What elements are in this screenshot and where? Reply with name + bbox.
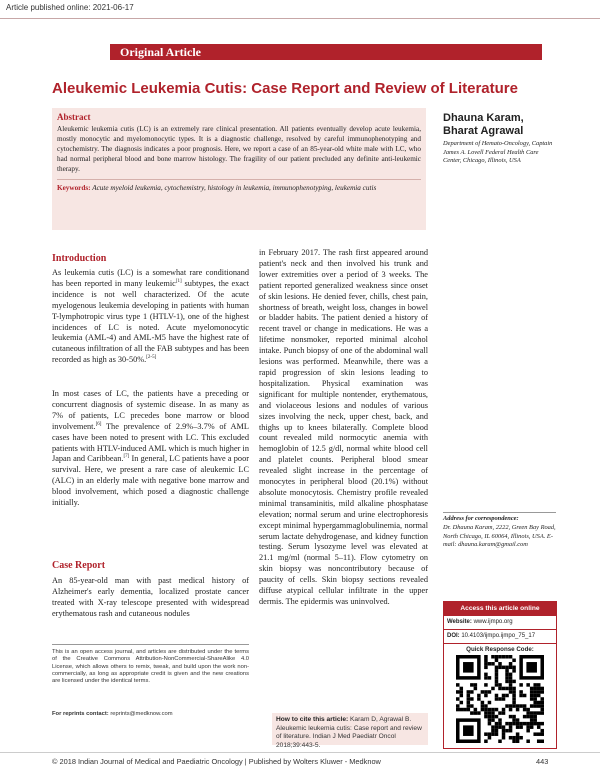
correspondence — [443, 515, 556, 550]
keywords-label: Keywords: — [57, 184, 91, 193]
doi-label: DOI: — [447, 633, 460, 639]
license-divider — [52, 644, 249, 645]
intro-heading: Introduction — [52, 253, 107, 264]
keywords-divider — [57, 179, 421, 180]
citation-ref[interactable]: [7] — [123, 454, 130, 460]
abstract-box — [52, 108, 426, 230]
license-text: This is an open access journal, and articles are distributed under the terms of the Creative Commons Attribution-NonCommercial-ShareAlike 4.0 License, which allows others to remix, tweak, and build upon the work non-commercially, as long as appropriate credit is given and the new creations are licensed under the identical terms. — [52, 649, 249, 685]
correspondence-text: Dr. Dhauna Karam, 2222, Green Bay Road, North Chicago, IL 60064, Illinois, USA. E-mail: dhauna.karam@gmail.com — [443, 523, 556, 549]
top-divider — [0, 18, 600, 19]
text-run: In most cases of LC, the patients have a preceding or concurrent diagnosis of systemic disease. In as many as 7% of patients, LC precedes bone marrow or blood involvement. — [52, 389, 249, 431]
reprints-contact — [52, 711, 173, 717]
abstract-text: Aleukemic leukemia cutis (LC) is an extremely rare clinical presentation. All patients eventually develop acute leukemia, mostly monocytic and myelomonocytic types. It is a diagnostic challenge, resolved by careful immunophenotyping and cytochemistry. The diagnosis indicates a poor prognosis. Here, we report a case of an 85-year-old white male with LC, who had normal peripheral blood and bone marrow histology. The fragility of our patient precluded any definite anti-leukemic therapy. — [57, 125, 421, 174]
doi-link[interactable]: 10.4103/ijmpo.ijmpo_75_17 — [461, 633, 536, 639]
footer-divider — [0, 752, 600, 753]
text-run: subtypes, the exact incidence is not well characterized. Of the acute myelogenous leukemia developing in patients with human T-lymphotropic virus type 1 (HTLV-1), one of the highest incidences of LC is noted. Acute myelomonocytic leukemia (AML-4) and AML-M5 have the highest rate of cutaneous infiltration of all the FAB subtypes and has been recorded as high as 30-50%. — [52, 278, 249, 365]
correspondence-label: Address for correspondence: — [443, 515, 519, 522]
text-run: In general, LC patients have a poor survival. Here, we present a rare case of aleukemic LC (ALC) in an elderly male with negative bone marrow and blood involvement, which posed a diagnostic challenge initially. — [52, 454, 249, 508]
citation-ref[interactable]: [1] — [175, 279, 182, 285]
reprints-email[interactable]: reprints@medknow.com — [110, 711, 173, 717]
case-paragraph-1: An 85-year-old man with past medical history of Alzheimer's early dementia, localized prostate cancer treated with X-ray telescope presented with widespread erythematous rash and cutaneous nodules — [52, 576, 249, 618]
intro-paragraph-2 — [52, 389, 249, 509]
doi-row — [444, 630, 556, 644]
text-run: The prevalence of 2.9%–3.7% of AML cases have been noted to present with LC. This excluded patients with HTLV-induced AML which is much higher in Japan and Caribbean. — [52, 421, 249, 464]
article-type-banner: Original Article — [110, 44, 542, 60]
keywords-text: Acute myeloid leukemia, cytochemistry, histology in leukemia, immunophenotyping, leukemia cutis — [92, 184, 377, 193]
keywords — [57, 183, 421, 193]
author-1: Dhauna Karam, — [443, 112, 524, 124]
correspondence-divider — [443, 512, 556, 513]
footer-text: © 2018 Indian Journal of Medical and Paediatric Oncology | Published by Wolters Kluwer - Medknow — [52, 757, 381, 766]
reprints-label: For reprints contact: — [52, 711, 109, 717]
citation-label: How to cite this article: — [276, 716, 349, 723]
published-date: Article published online: 2021-06-17 — [6, 3, 134, 12]
text-run: As leukemia cutis (LC) is a somewhat rare conditionand has been reported in many leukemic — [52, 268, 249, 288]
access-heading: Access this article online — [444, 602, 556, 616]
case-paragraph-continued: in February 2017. The rash first appeared around patient's neck and then involved his trunk and lower extremities over a period of 3 weeks. The patient reported generalized weakness since onset of skin lesions. He denied fever, chills, chest pain, shortness of breath, weight loss, changes in bowel or bladder habits. The patient denied a history of recent travel or change in medications. He was a lifetime nonsmoker, reported minimal alcohol intake. Punch biopsy of one of the abdominal wall lesions was performed. Meanwhile, there was a rapid progression of skin lesions leading to hospitalization. Physical examination was significant for multiple nontender, erythematous, and violaceous lesions and nodules of various sizes involving the neck, upper chest, back, and thighs up to knees bilaterally. Complete blood count revealed mild normocytic anemia with hemoglobin of 12.5 g/dl, normal white blood cell and platelet counts. Peripheral blood smear revealed slight increase in the percentage of monocytes in peripheral blood (20.1%) without absolute monocytosis. Chemistry profile revealed minimal transaminitis, mild alkaline phosphatase elevation; normal serum and urine electrophoresis except minimal hypergammaglobulinemia, normal serum lactate dehydrogenase, and kidney function testing. Serum lysozyme level was elevated at 21.1 mg/ml (normal 5–11). Flow cytometry on skin biopsy was noncontributory because of paucity of cells. Skin biopsy sections revealed diffuse atypical cellular infiltrate in the upper dermis. The epidermis was uninvolved. — [259, 248, 428, 606]
qr-code-icon[interactable] — [456, 655, 544, 743]
access-online-box — [443, 601, 557, 749]
citation-box — [272, 713, 428, 749]
affiliation: Department of Hemato-Oncology, Captain James A. Lovell Federal Health Care Center, Chicago, Illinois, USA — [443, 140, 553, 165]
case-report-heading: Case Report — [52, 560, 106, 571]
website-label: Website: — [447, 619, 472, 625]
citation-text: Karam D, Agrawal B. Aleukemic leukemia cutis: Case report and review of literature. Indian J Med Paediatr Oncol 2018;39:443-5. — [276, 716, 422, 749]
qr-label: Quick Response Code: — [466, 646, 534, 653]
website-link[interactable]: www.ijmpo.org — [473, 619, 513, 625]
page-number: 443 — [536, 757, 549, 766]
citation-ref[interactable]: [2-5] — [146, 355, 157, 361]
intro-paragraph-1 — [52, 268, 249, 366]
citation-ref[interactable]: [6] — [95, 421, 102, 427]
website-row — [444, 616, 556, 630]
author-2: Bharat Agrawal — [443, 125, 524, 137]
page-title: Aleukemic Leukemia Cutis: Case Report and Review of Literature — [52, 80, 518, 97]
authors — [443, 112, 563, 138]
abstract-heading: Abstract — [57, 112, 91, 122]
